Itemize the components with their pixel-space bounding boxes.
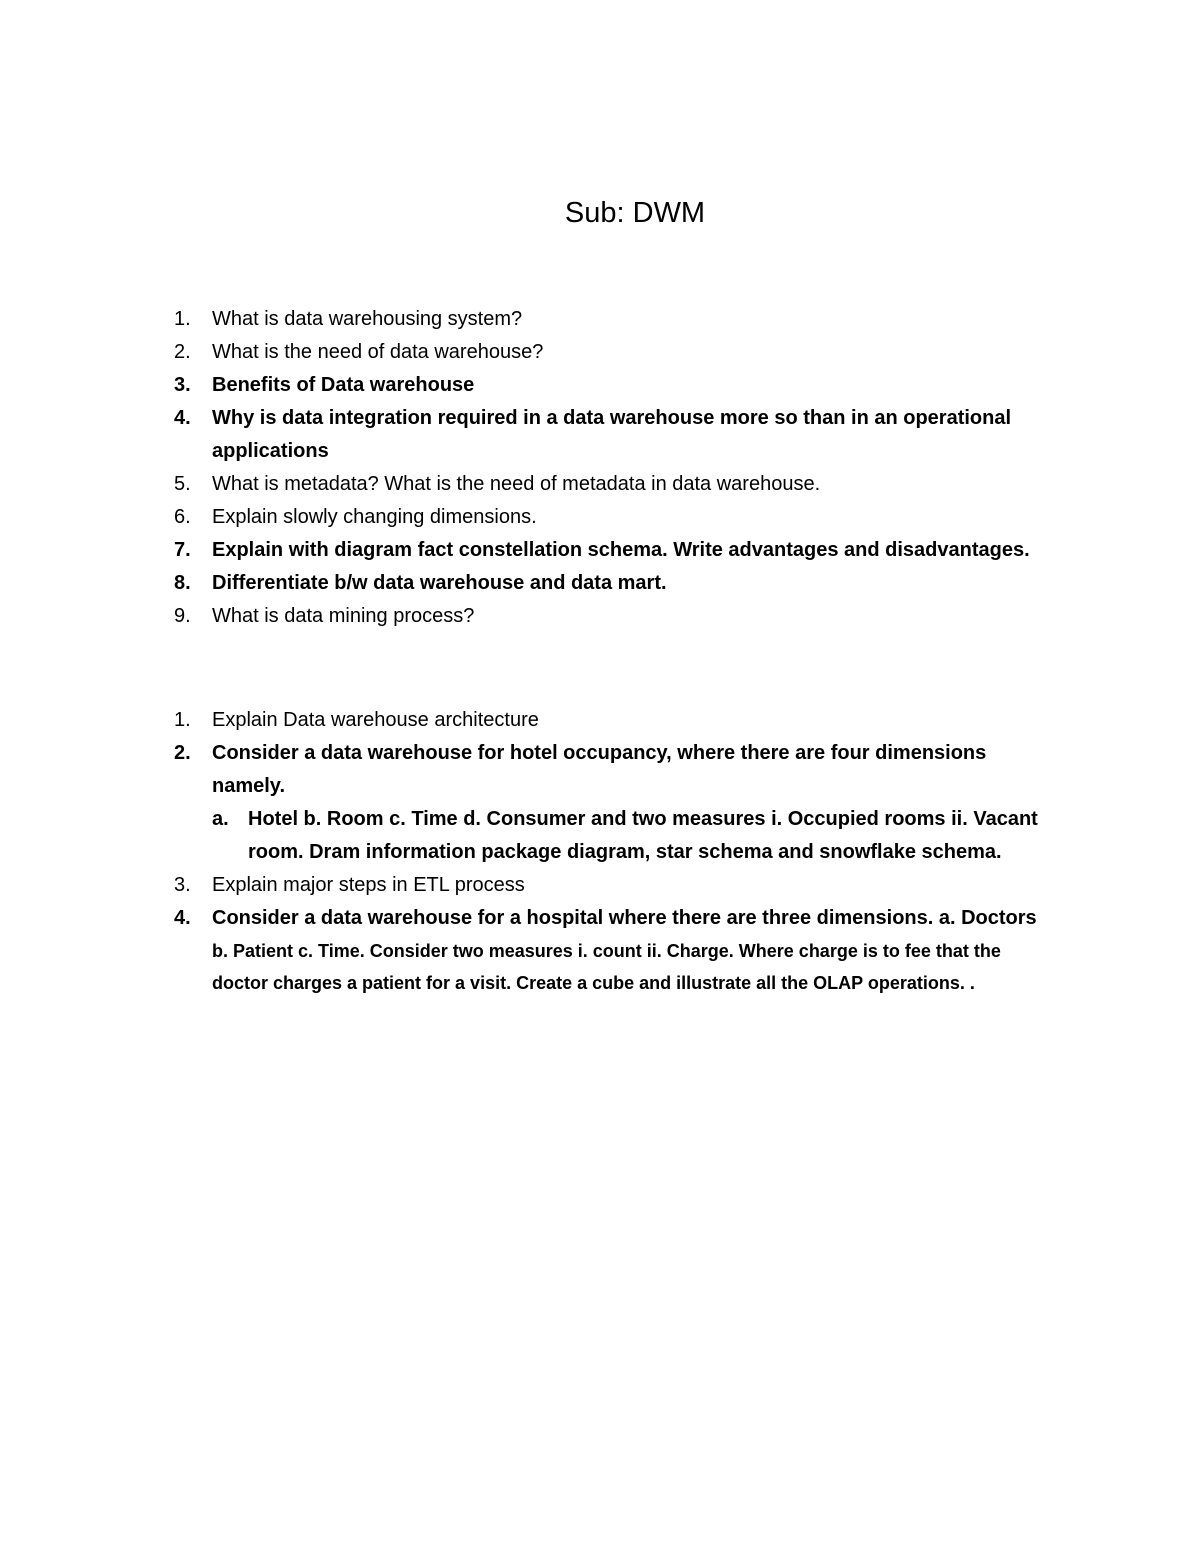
question-item [174, 600, 1054, 633]
question-number: 1. [174, 709, 191, 731]
question-number: 4. [174, 907, 191, 929]
question-item [174, 902, 1054, 999]
question-item [174, 402, 1054, 468]
question-item [174, 567, 1054, 600]
sub-question-text: Hotel b. Room c. Time d. Consumer and two measures i. Occupied rooms ii. Vacant room. Dram information package diagram, star schema and snowflake schema. [248, 808, 1038, 863]
question-item [174, 501, 1054, 534]
question-list-1 [174, 303, 1054, 633]
question-text: What is data warehousing system? [212, 308, 523, 330]
question-text: Explain major steps in ETL process [212, 874, 525, 896]
question-number: 3. [174, 374, 191, 396]
question-item [174, 369, 1054, 402]
question-text: Consider a data warehouse for hotel occupancy, where there are four dimensions namely. [212, 742, 987, 797]
question-text: What is metadata? What is the need of metadata in data warehouse. [212, 473, 821, 495]
question-text: What is the need of data warehouse? [212, 341, 544, 363]
question-number: 5. [174, 473, 191, 495]
sub-question-letter: a. [212, 808, 229, 830]
page-title: Sub: DWM [564, 197, 706, 229]
question-number: 6. [174, 506, 191, 528]
question-number: 2. [174, 341, 191, 363]
question-item [174, 737, 1054, 869]
question-text: Explain Data warehouse architecture [212, 709, 539, 731]
question-item [174, 869, 1054, 902]
question-text: Benefits of Data warehouse [212, 374, 475, 396]
question-text: Differentiate b/w data warehouse and data mart. [212, 572, 667, 594]
question-text: Consider a data warehouse for a hospital where there are three dimensions. a. Doctors [212, 907, 1037, 929]
question-item [174, 704, 1054, 737]
question-number: 8. [174, 572, 191, 594]
question-number: 1. [174, 308, 191, 330]
question-number: 7. [174, 539, 191, 561]
question-list-2 [174, 704, 1054, 999]
question-number: 9. [174, 605, 191, 627]
question-text: What is data mining process? [212, 605, 475, 627]
question-item [174, 468, 1054, 501]
question-item [174, 303, 1054, 336]
question-text: Explain with diagram fact constellation schema. Write advantages and disadvantages. [212, 539, 1030, 561]
question-note: b. Patient c. Time. Consider two measures i. count ii. Charge. Where charge is to fee that the doctor charges a patient for a visit. Create a cube and illustrate all the OLAP operations. . [212, 941, 1001, 993]
sub-question-item [212, 803, 1054, 869]
question-text: Why is data integration required in a data warehouse more so than in an operational applications [212, 407, 1012, 462]
sub-question-list [212, 803, 1054, 869]
question-number: 3. [174, 874, 191, 896]
question-text: Explain slowly changing dimensions. [212, 506, 537, 528]
question-item [174, 336, 1054, 369]
question-number: 2. [174, 742, 191, 764]
question-item [174, 534, 1054, 567]
question-number: 4. [174, 407, 191, 429]
